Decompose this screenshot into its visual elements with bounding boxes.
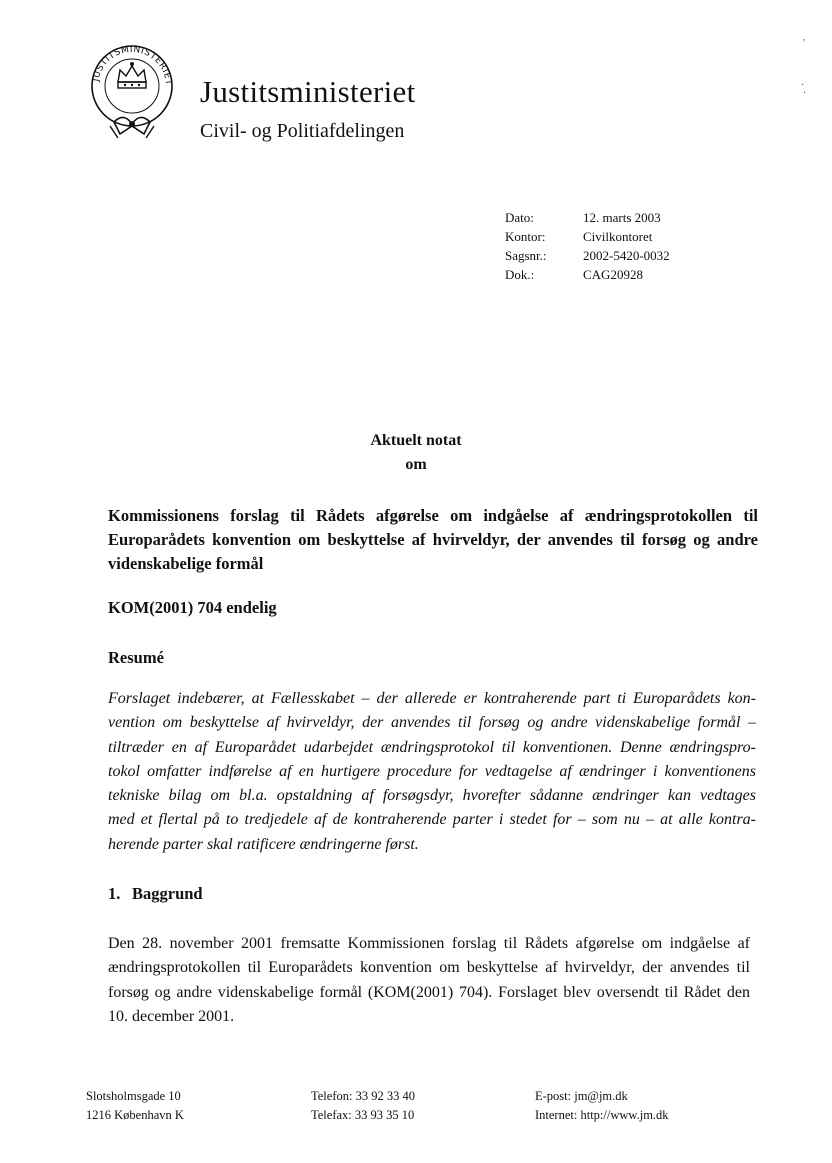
scan-speck: · bbox=[803, 88, 807, 99]
document-meta bbox=[505, 208, 670, 284]
meta-row-case-number bbox=[505, 246, 670, 265]
meta-label: Dok.: bbox=[505, 267, 535, 282]
section-number: 1. bbox=[108, 884, 121, 903]
scan-speck: ′ bbox=[803, 38, 806, 49]
meta-label: Dato: bbox=[505, 210, 534, 225]
meta-row-office bbox=[505, 227, 670, 246]
section-title: Baggrund bbox=[132, 884, 203, 903]
notat-title: Aktuelt notat bbox=[370, 432, 462, 449]
ministry-seal-logo bbox=[84, 42, 180, 142]
footer-address bbox=[86, 1087, 184, 1125]
document-title: Kommissionens forslag til Rådets afgørelse om indgåelse af ændringsprotokollen til Europarådets konvention om beskyttelse af hvirveldyr, der anvendes til forsøg og andre videnskabelige formål bbox=[108, 506, 758, 573]
resume-line: tokol omfatter indførelse af en hurtigere procedure for vedtagelse af ændringer i konventionens bbox=[108, 762, 756, 780]
kom-reference: KOM(2001) 704 endelig bbox=[108, 598, 277, 617]
resume-line: vention om beskyttelse af hvirveldyr, der anvendes til forsøg og andre videnskabelige formål – bbox=[108, 714, 756, 732]
fax-number: Telefax: 33 93 35 10 bbox=[311, 1108, 415, 1122]
resume-line: tiltræder en af Europarådet udarbejdet ændringsprotokol til konventionen. Denne ændringspro- bbox=[108, 738, 756, 756]
resume-heading: Resumé bbox=[108, 648, 164, 667]
footer-phone bbox=[311, 1087, 415, 1125]
footer-contact bbox=[535, 1087, 669, 1125]
section-heading-baggrund bbox=[108, 884, 203, 904]
meta-row-date bbox=[505, 208, 670, 227]
body-line: ændringsprotokollen til Europarådets konvention om beskyttelse af hvirveldyr, der anvendes til bbox=[108, 959, 750, 977]
resume-line: tekniske bilag om bl.a. opstaldning af forsøgsdyr, hvorefter sådanne ændringer kan vedtages bbox=[108, 787, 756, 805]
resume-paragraph bbox=[108, 687, 756, 857]
website-address: Internet: http://www.jm.dk bbox=[535, 1108, 669, 1122]
resume-line: med et flertal på to tredjedele af de kontraherende parter i stedet for – som nu – at alle kontra- bbox=[108, 811, 756, 829]
body-line: forsøg og andre videnskabelige formål (KOM(2001) 704). Forslaget blev oversendt til Rådet den bbox=[108, 983, 750, 1001]
address-street: Slotsholmsgade 10 bbox=[86, 1089, 181, 1103]
address-city: 1216 København K bbox=[86, 1108, 184, 1122]
meta-value: Civilkontoret bbox=[583, 229, 653, 244]
notat-subtitle: om bbox=[405, 456, 427, 473]
meta-value: 2002-5420-0032 bbox=[583, 248, 670, 263]
ministry-name: Justitsministeriet bbox=[200, 74, 416, 109]
meta-value: CAG20928 bbox=[583, 267, 643, 282]
scan-speck: · bbox=[801, 80, 805, 91]
body-line: Den 28. november 2001 fremsatte Kommissionen forslag til Rådets afgørelse om indgåelse af bbox=[108, 935, 750, 952]
meta-label: Kontor: bbox=[505, 229, 546, 244]
department-name: Civil- og Politiafdelingen bbox=[200, 120, 405, 142]
body-line: 10. december 2001. bbox=[108, 1007, 235, 1025]
meta-value: 12. marts 2003 bbox=[583, 210, 661, 225]
baggrund-paragraph bbox=[108, 932, 750, 1029]
meta-row-document bbox=[505, 265, 670, 284]
resume-line: herende parter skal ratificere ændringerne først. bbox=[108, 835, 419, 853]
email-address: E-post: jm@jm.dk bbox=[535, 1089, 628, 1103]
phone-number: Telefon: 33 92 33 40 bbox=[311, 1089, 415, 1103]
resume-line: Forslaget indebærer, at Fællesskabet – der allerede er kontraherende part ti Europarådets kon- bbox=[108, 690, 756, 707]
seal-text: JUSTITSMINISTERIET bbox=[91, 44, 174, 87]
meta-label: Sagsnr.: bbox=[505, 248, 547, 263]
